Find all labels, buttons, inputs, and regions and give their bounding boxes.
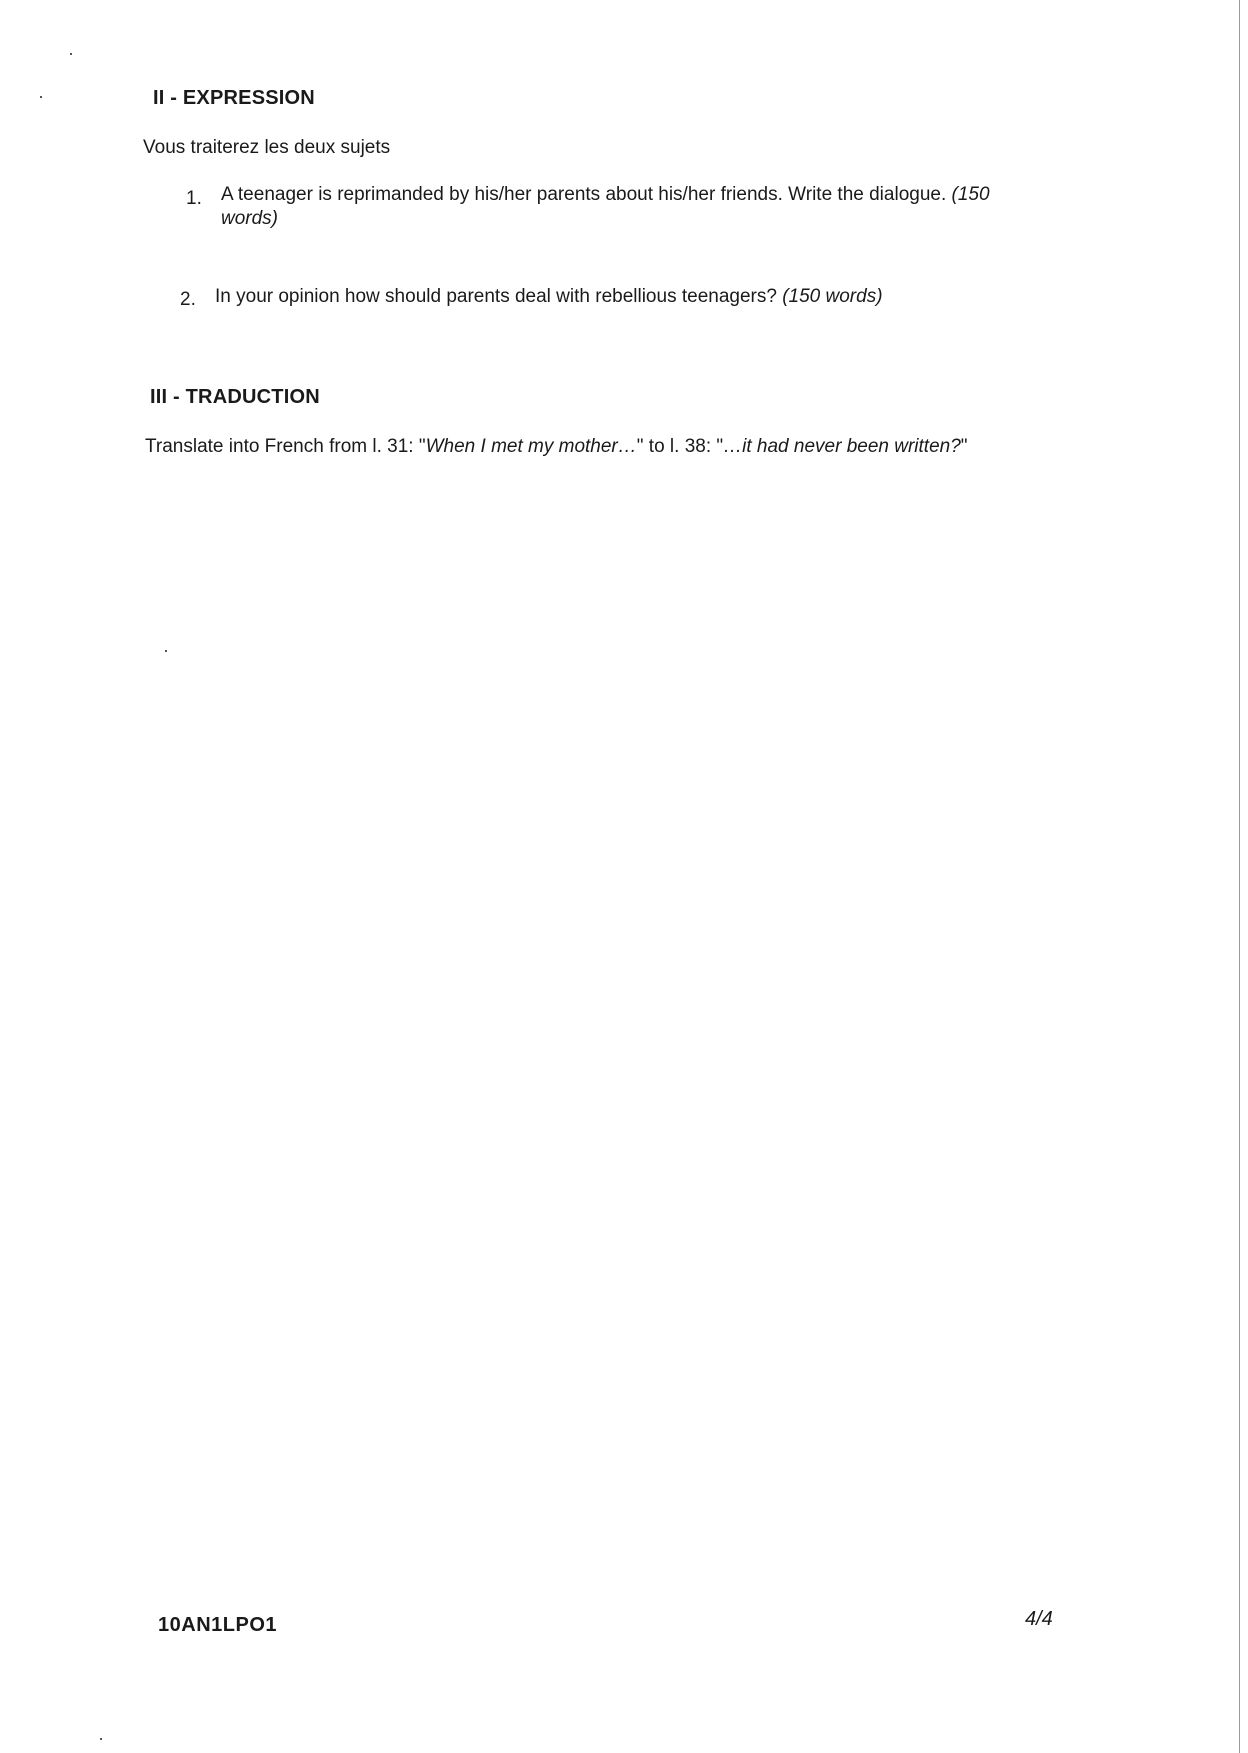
item-prompt: A teenager is reprimanded by his/her parents about his/her friends. Write the dialogue. [221, 184, 947, 205]
word-count-note: (150 words) [221, 184, 990, 229]
page-edge-line [1239, 0, 1240, 1753]
scan-speck [70, 53, 72, 55]
quote-end: …it had never been written? [723, 436, 961, 457]
instruction-part: " to l. 38: " [636, 436, 724, 457]
item-number: 1. [186, 188, 202, 209]
scan-speck [100, 1738, 102, 1740]
quote-start: When I met my mother… [425, 436, 637, 457]
instruction-part: Translate into French from l. 31: " [145, 436, 426, 457]
instruction-part: " [960, 436, 968, 457]
item-number: 2. [180, 289, 196, 310]
item-prompt: In your opinion how should parents deal with rebellious teenagers? [215, 286, 777, 307]
exam-code: 10AN1LPO1 [158, 1614, 277, 1636]
section-heading-traduction: III - TRADUCTION [150, 386, 320, 408]
item-text [221, 183, 1001, 231]
item-text [215, 285, 883, 309]
section-intro: Vous traiterez les deux sujets [143, 137, 391, 158]
translation-instruction [145, 435, 968, 459]
page-number: 4/4 [1025, 1608, 1053, 1630]
scan-speck [40, 96, 42, 98]
scan-speck [165, 650, 167, 652]
word-count-note: (150 words) [782, 286, 883, 307]
section-heading-expression: II - EXPRESSION [153, 87, 315, 109]
